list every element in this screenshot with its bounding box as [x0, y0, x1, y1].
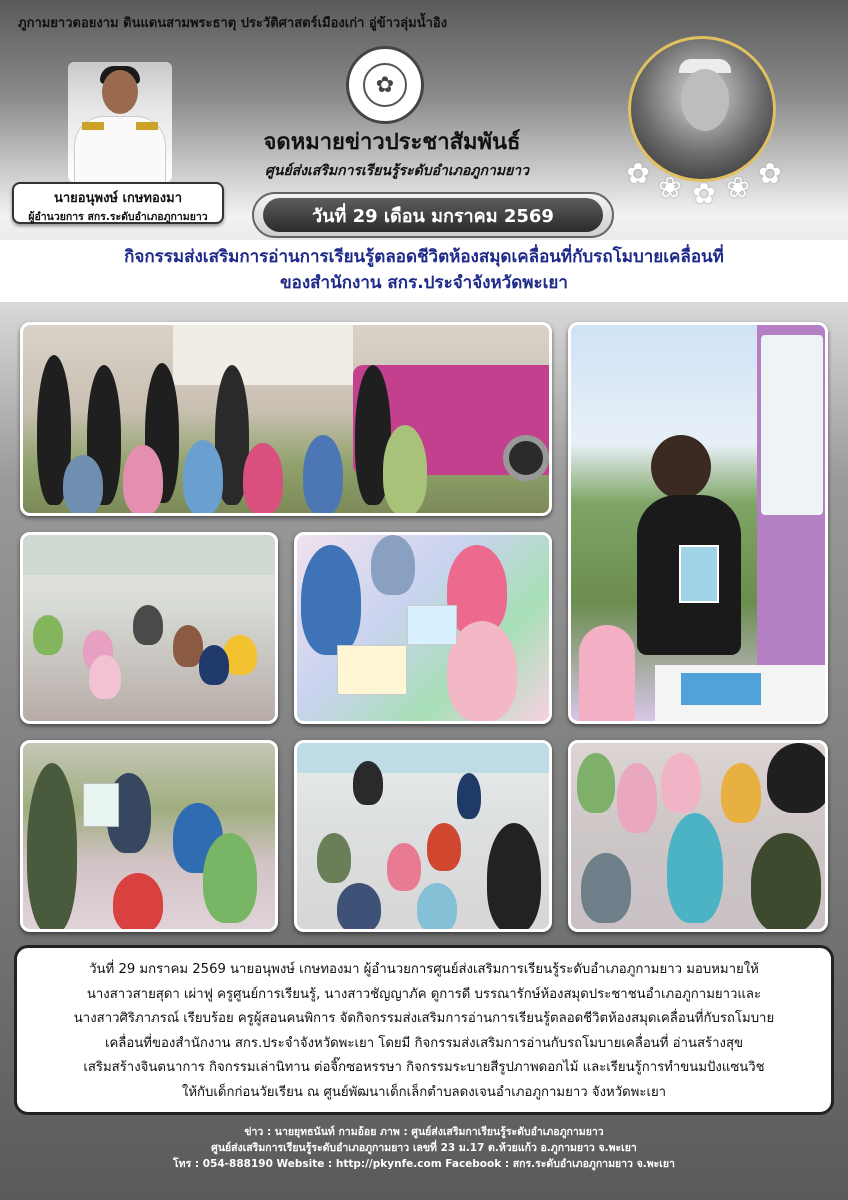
- van-poster: [761, 335, 823, 515]
- banner: [173, 325, 353, 385]
- child: [661, 753, 701, 813]
- child: [577, 753, 615, 813]
- header-tagline: ภูกามยาวดอยงาม ดินแดนสามพระธาตุ ประวัติศาสตร์เมืองเก่า อู่ข้าวลุ่มน้ำอิง: [18, 16, 448, 31]
- child: [89, 655, 121, 699]
- news-body-box: [14, 945, 834, 1115]
- child: [427, 823, 461, 871]
- news-body-line-2: นางสาวสายสุดา เผ่าฟู ครูศูนย์การเรียนรู้, นางสาวชัญญาภัค ดูการดี บรรณารักษ์ห้องสมุดประชาชนอำเภอภูกามยาวและ: [86, 986, 762, 1002]
- left-epaulet: [82, 122, 104, 130]
- child: [317, 833, 351, 883]
- child: [579, 625, 635, 724]
- footer-contact: โทร : 054-888190 Website : http://pkynfe.com Facebook : สกร.ระดับอำเภอภูกามยาว จ.พะเยา: [173, 1158, 675, 1170]
- news-body-line-5: เสริมสร้างจินตนาการ กิจกรรมเล่านิทาน ต่อจิ๊กซอหรรษา กิจกรรมระบายสีรูปภาพดอกไม้ และเรียนรู้การทำขนมปังแซนวิช: [83, 1060, 765, 1075]
- activity-photo-sandwich: [568, 740, 828, 932]
- puzzle-board: [337, 645, 407, 695]
- coloring-sheet: [83, 783, 119, 827]
- child: [199, 645, 229, 685]
- woman-hair: [651, 435, 711, 499]
- child: [581, 853, 631, 923]
- books: [681, 673, 761, 705]
- child: [457, 773, 481, 819]
- office-seal-icon: [346, 46, 424, 124]
- child: [617, 763, 657, 833]
- wall: [297, 743, 552, 773]
- date-text: วันที่ 29 เดือน มกราคม 2569: [263, 198, 603, 232]
- child: [301, 545, 361, 655]
- child: [183, 440, 223, 515]
- headline: [20, 244, 828, 296]
- child: [417, 883, 457, 932]
- child: [33, 615, 63, 655]
- activity-photo-storytelling: [294, 740, 552, 932]
- activity-photo-jigsaw: [294, 532, 552, 724]
- adult: [767, 743, 828, 813]
- date-pill: [252, 192, 614, 238]
- director-photo: [68, 62, 172, 182]
- child: [63, 455, 103, 515]
- headline-line-2: ของสำนักงาน สกร.ประจำจังหวัดพะเยา: [280, 273, 568, 293]
- child: [387, 843, 421, 891]
- footer-credits: ข่าว : นายยุทธนันท์ กามอ้อย ภาพ : ศูนย์ส่งเสริมกาเรียนรู้ระดับอำเภอภูกามยาว: [244, 1126, 604, 1138]
- white-flower-icon: ✿: [626, 157, 650, 190]
- wall-windows: [23, 535, 278, 575]
- news-body-line-1: วันที่ 29 มกราคม 2569 นายอนุพงษ์ เกษทองมา ผู้อำนวยการศูนย์ส่งเสริมการเรียนรู้ระดับอำเภอภูกามยาว มอบหมายให้: [89, 962, 759, 977]
- white-flower-icon: ✿: [692, 177, 716, 210]
- headline-line-1: กิจกรรมส่งเสริมการอ่านการเรียนรู้ตลอดชีวิตห้องสมุดเคลื่อนที่กับรถโมบายเคลื่อนที่: [124, 247, 724, 267]
- child: [447, 621, 517, 721]
- child: [383, 425, 427, 515]
- child: [303, 435, 343, 515]
- footer: [0, 1124, 848, 1172]
- news-body-line-3: นางสาวศิริภาภรณ์ เรียบร้อย ครูผู้สอนคนพิการ จัดกิจกรรมส่งเสริมการอ่านการเรียนรู้ตลอดชีวิตห้องสมุดเคลื่อนที่กับรถโมบาย: [73, 1011, 775, 1026]
- child: [27, 763, 77, 932]
- adult: [487, 823, 541, 932]
- news-body-line-6: ให้กับเด็กก่อนวัยเรียน ณ ศูนย์พัฒนาเด็กเล็กตำบลดงเจนอำเภอภูกามยาว จังหวัดพะเยา: [181, 1084, 667, 1100]
- white-flower-icon: ❀: [726, 171, 750, 204]
- activity-photo-coloring: [20, 740, 278, 932]
- child: [133, 605, 163, 645]
- right-epaulet: [136, 122, 158, 130]
- white-flower-icon: ❀: [658, 171, 682, 204]
- seal-emblem-icon: ✿: [363, 63, 407, 107]
- white-flower-icon: ✿: [758, 157, 782, 190]
- newsletter-subtitle: ศูนย์ส่งเสริมการเรียนรู้ระดับอำเภอภูกามยาว: [264, 163, 529, 179]
- child: [337, 883, 381, 932]
- child: [667, 813, 723, 923]
- portrait-face: [681, 69, 729, 131]
- director-name: นายอนุพงษ์ เกษทองมา: [54, 191, 182, 206]
- activity-photo-classroom: [20, 532, 278, 724]
- child: [721, 763, 761, 823]
- footer-address: ศูนย์ส่งเสริมการเรียนรู้ระดับอำเภอภูกามยาว เลขที่ 23 ม.17 ต.ห้วยแก้ว อ.ภูกามยาว จ.พะเยา: [211, 1142, 637, 1154]
- child: [751, 833, 821, 932]
- picture-book: [679, 545, 719, 603]
- child: [123, 445, 163, 515]
- child: [243, 443, 283, 515]
- teacher: [353, 761, 383, 805]
- director-position: ผู้อำนวยการ สกร.ระดับอำเภอภูกามยาว: [28, 211, 208, 223]
- head: [102, 70, 138, 114]
- director-name-box: [12, 182, 224, 224]
- van-wheel: [503, 435, 549, 481]
- activity-photo-van-group: [20, 322, 552, 516]
- news-body-line-4: เคลื่อนที่ของสำนักงาน สกร.ประจำจังหวัดพะเยา โดยมี กิจกรรมส่งเสริมการอ่านกับรถโมบายเคลื่อนที่ อ่านสร้างสุข: [104, 1035, 744, 1051]
- child: [371, 535, 415, 595]
- child: [203, 833, 257, 923]
- flower-garland: [618, 150, 794, 214]
- activity-photo-reading-woman: [568, 322, 828, 724]
- puzzle-board: [407, 605, 457, 645]
- child: [113, 873, 163, 932]
- newsletter-title: จดหมายข่าวประชาสัมพันธ์: [263, 130, 521, 155]
